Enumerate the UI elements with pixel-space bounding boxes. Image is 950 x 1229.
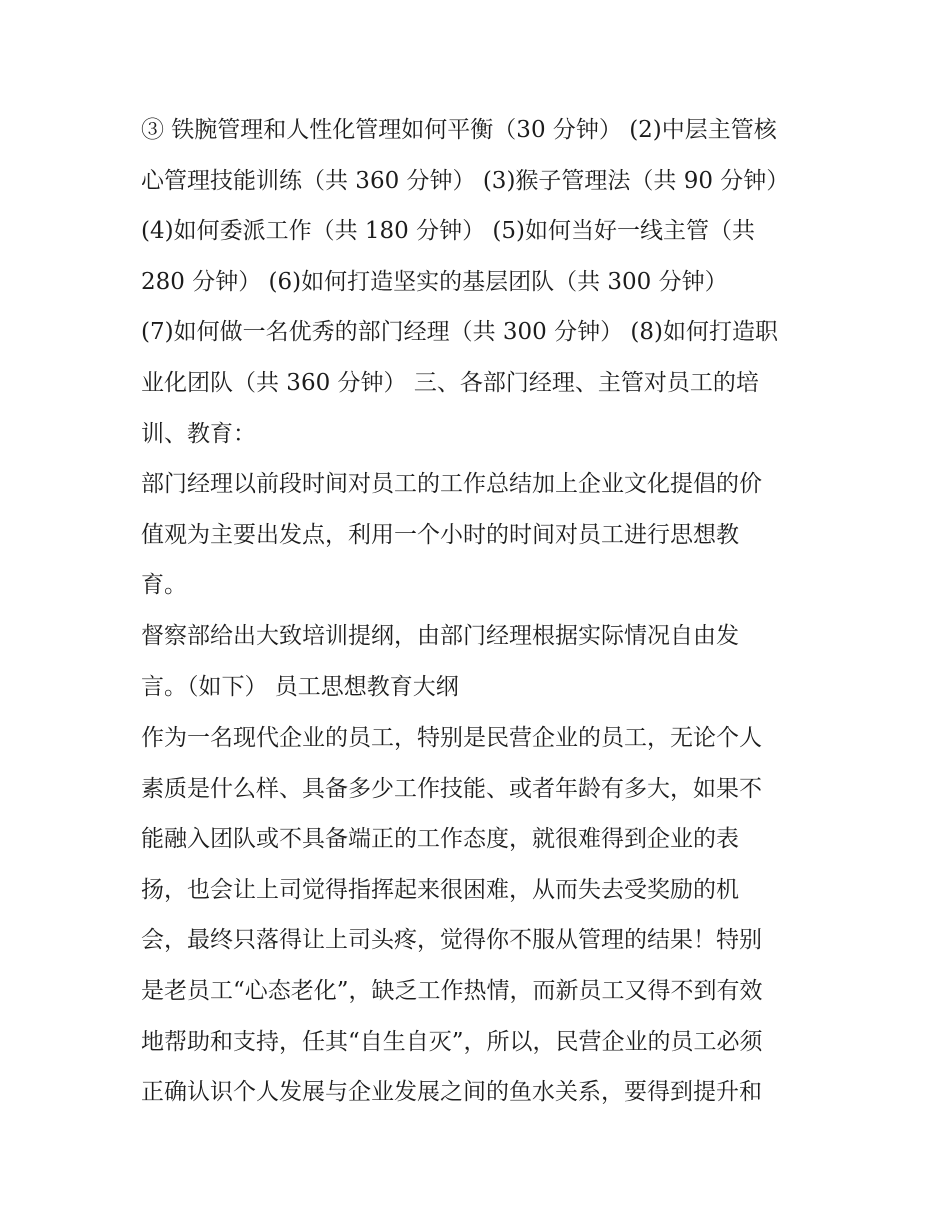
text-line: 能融入团队或不具备端正的工作态度，就很难得到企业的表 (141, 826, 739, 852)
text-line: (7)如何做一名优秀的部门经理（共 300 分钟） (8)如何打造职 (141, 319, 778, 345)
text-line: (4)如何委派工作（共 180 分钟） (5)如何当好一线主管（共 (141, 218, 755, 244)
text-line: 扬，也会让上司觉得指挥起来很困难，从而失去受奖励的机 (141, 877, 739, 903)
text-line: 作为一名现代企业的员工，特别是民营企业的员工，无论个人 (141, 725, 762, 751)
text-line: ③ 铁腕管理和人性化管理如何平衡（30 分钟） (2)中层主管核 (141, 117, 777, 143)
text-line: 训、教育： (141, 421, 256, 447)
text-line: 部门经理以前段时间对员工的工作总结加上企业文化提倡的价 (141, 471, 762, 497)
text-line: 是老员工“心态老化”，缺乏工作热情，而新员工又得不到有效 (141, 978, 763, 1004)
text-line: 育。 (141, 572, 187, 598)
text-line: 280 分钟） (6)如何打造坚实的基层团队（共 300 分钟） (141, 269, 728, 295)
text-line: 地帮助和支持，任其“自生自灭”，所以，民营企业的员工必须 (141, 1029, 763, 1055)
text-line: 言。（如下） 员工思想教育大纲 (141, 674, 459, 700)
text-line: 督察部给出大致培训提纲，由部门经理根据实际情况自由发 (141, 623, 739, 649)
text-line: 会，最终只落得让上司头疼，觉得你不服从管理的结果！特别 (141, 927, 762, 953)
text-line: 业化团队（共 360 分钟） 三、各部门经理、主管对员工的培 (141, 370, 759, 396)
text-line: 值观为主要出发点，利用一个小时的时间对员工进行思想教 (141, 522, 739, 548)
text-line: 正确认识个人发展与企业发展之间的鱼水关系，要得到提升和 (141, 1079, 762, 1105)
text-line: 素质是什么样、具备多少工作技能、或者年龄有多大，如果不 (141, 776, 762, 802)
text-line: 心管理技能训练（共 360 分钟） (3)猴子管理法（共 90 分钟） (141, 168, 790, 194)
